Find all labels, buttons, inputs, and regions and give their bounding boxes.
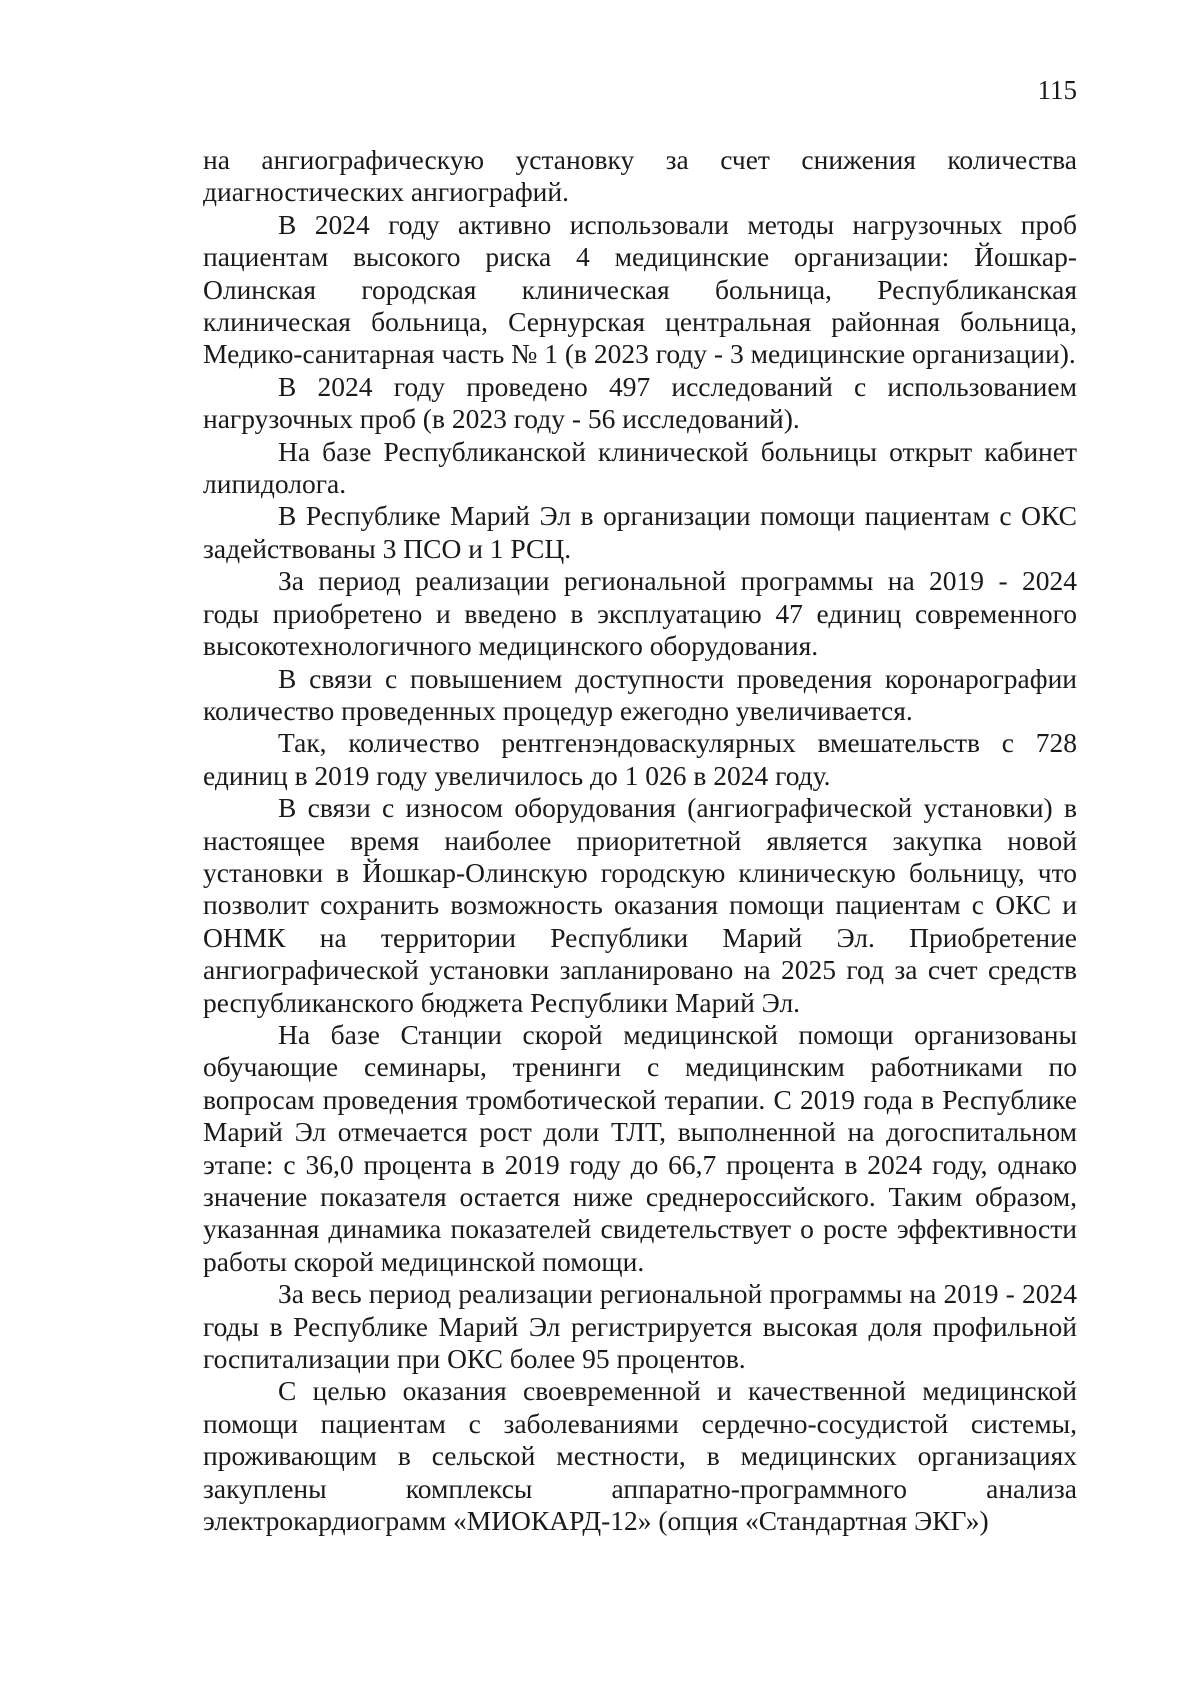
paragraph-continued: на ангиографическую установку за счет снижения количества диагностических ангиографий.	[203, 144, 1077, 208]
paragraph: В 2024 году проведено 497 исследований с использованием нагрузочных проб (в 2023 году - 56 исследований).	[203, 370, 1077, 435]
paragraph: В Республике Марий Эл в организации помощи пациентам с ОКС задействованы 3 ПСО и 1 РСЦ.	[203, 500, 1077, 564]
paragraph: На базе Республиканской клинической больницы открыт кабинет липидолога.	[203, 435, 1077, 500]
paragraph: За весь период реализации региональной программы на 2019 - 2024 годы в Республике Марий Эл регистрируется высокая доля профильной госпитализации при ОКС более 95 процентов.	[203, 1278, 1077, 1375]
paragraph: За период реализации региональной программы на 2019 - 2024 годы приобретено и введено в эксплуатацию 47 единиц современного высокотехнологичного медицинского оборудования.	[203, 565, 1077, 662]
document-body	[203, 144, 1077, 1537]
paragraph: В связи с повышением доступности проведения коронарографии количество проведенных процедур ежегодно увеличивается.	[203, 662, 1077, 726]
paragraph: На базе Станции скорой медицинской помощи организованы обучающие семинары, тренинги с медицинским работниками по вопросам проведения тромботической терапии. С 2019 года в Республике Марий Эл отмечается рост доли ТЛТ, выполненной на догоспитальном этапе: с 36,0 процента в 2019 году до 66,7 процента в 2024 году, однако значение показателя остается ниже среднероссийского. Таким образом, указанная динамика показателей свидетельствует о росте эффективности работы скорой медицинской помощи.	[203, 1018, 1077, 1277]
paragraph: С целью оказания своевременной и качественной медицинской помощи пациентам с заболеваниями сердечно-сосудистой системы, проживающим в сельской местности, в медицинских организациях закуплены комплексы аппаратно-программного анализа электрокардиограмм «МИОКАРД-12» (опция «Стандартная ЭКГ»)	[203, 1375, 1077, 1537]
paragraph: Так, количество рентгенэндоваскулярных вмешательств с 728 единиц в 2019 году увеличилось до 1 026 в 2024 году.	[203, 727, 1077, 791]
paragraph: В 2024 году активно использовали методы нагрузочных проб пациентам высокого риска 4 медицинские организации: Йошкар-Олинская городская клиническая больница, Республиканская клиническая больница, Сернурская центральная районная больница, Медико-санитарная часть № 1 (в 2023 году - 3 медицинские организации).	[203, 208, 1077, 370]
paragraph: В связи с износом оборудования (ангиографической установки) в настоящее время наиболее приоритетной является закупка новой установки в Йошкар-Олинскую городскую клиническую больницу, что позволит сохранить возможность оказания помощи пациентам с ОКС и ОНМК на территории Республики Марий Эл. Приобретение ангиографической установки запланировано на 2025 год за счет средств республиканского бюджета Республики Марий Эл.	[203, 792, 1077, 1018]
page-number: 115	[1037, 75, 1077, 105]
